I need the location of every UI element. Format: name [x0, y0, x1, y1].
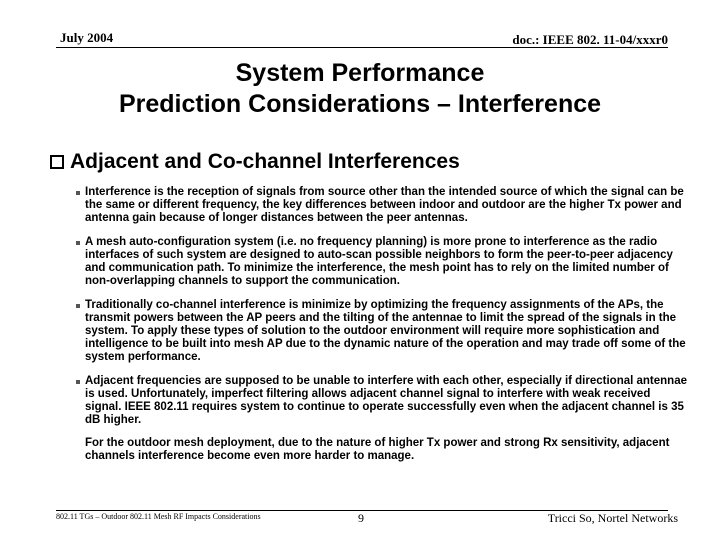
slide-title-line-1: System Performance: [235, 59, 485, 87]
bullet-text: A mesh auto-configuration system (i.e. no frequency planning) is more prone to interference as the radio interfaces of such system are designed to auto-scan possible neighbors to form the peer-to-peer adjacency and communication path. To minimize the interference, the mesh point has to rely on the limited number of non-overlapping channels to support the communication.: [85, 236, 673, 287]
slide-title-line-2: Prediction Considerations – Interference: [118, 90, 602, 118]
checkbox-bullet-icon: [50, 155, 64, 169]
note-text: For the outdoor mesh deployment, due to the nature of higher Tx power and strong Rx sensitivity, adjacent channels interference become even more harder to manage.: [85, 437, 670, 462]
footer-author: Tricci So, Nortel Networks: [547, 511, 678, 525]
page-number: 9: [358, 511, 364, 525]
bullet-text: Traditionally co-channel interference is minimize by optimizing the frequency assignments of the APs, the transmit powers between the AP peers and the tilting of the antennae to limit the spread of the signals in the system. To apply these types of solution to the outdoor environment will require more sophistication and intelligence to be built into mesh AP due to the dynamic nature of the operation and may trade off some of the system performance.: [85, 299, 686, 363]
bullet-item: [76, 299, 688, 364]
square-bullet-icon: [76, 380, 80, 384]
header-divider: [56, 47, 668, 48]
bullet-item: [76, 375, 688, 427]
square-bullet-icon: [76, 241, 80, 245]
section-heading-text: Adjacent and Co-channel Interferences: [70, 150, 460, 173]
bullet-text: Adjacent frequencies are supposed to be unable to interfere with each other, especially if directional antennae is used. Unfortunately, imperfect filtering allows adjacent channel signal to interfere with weak received signal. IEEE 802.11 requires system to continue to operate successfully even when the adjacent channel is 35 dB higher.: [85, 375, 687, 426]
square-bullet-icon: [76, 304, 80, 308]
note-paragraph: [76, 437, 688, 463]
square-bullet-icon: [76, 191, 80, 195]
slide-title: [40, 58, 680, 120]
header-date: July 2004: [60, 30, 114, 45]
bullet-item: [76, 236, 688, 288]
header-doc-number: doc.: IEEE 802. 11-04/xxxr0: [512, 32, 668, 47]
bullet-item: [76, 186, 688, 225]
footer-document-title: 802.11 TGs – Outdoor 802.11 Mesh RF Impacts Considerations: [56, 512, 261, 521]
bullet-text: Interference is the reception of signals from source other than the intended source of which the signal can be the same or different frequency, the key differences between indoor and outdoor are the higher Tx power and antenna gain because of longer distances between the peer antennas.: [85, 186, 684, 224]
section-heading: [50, 150, 460, 174]
